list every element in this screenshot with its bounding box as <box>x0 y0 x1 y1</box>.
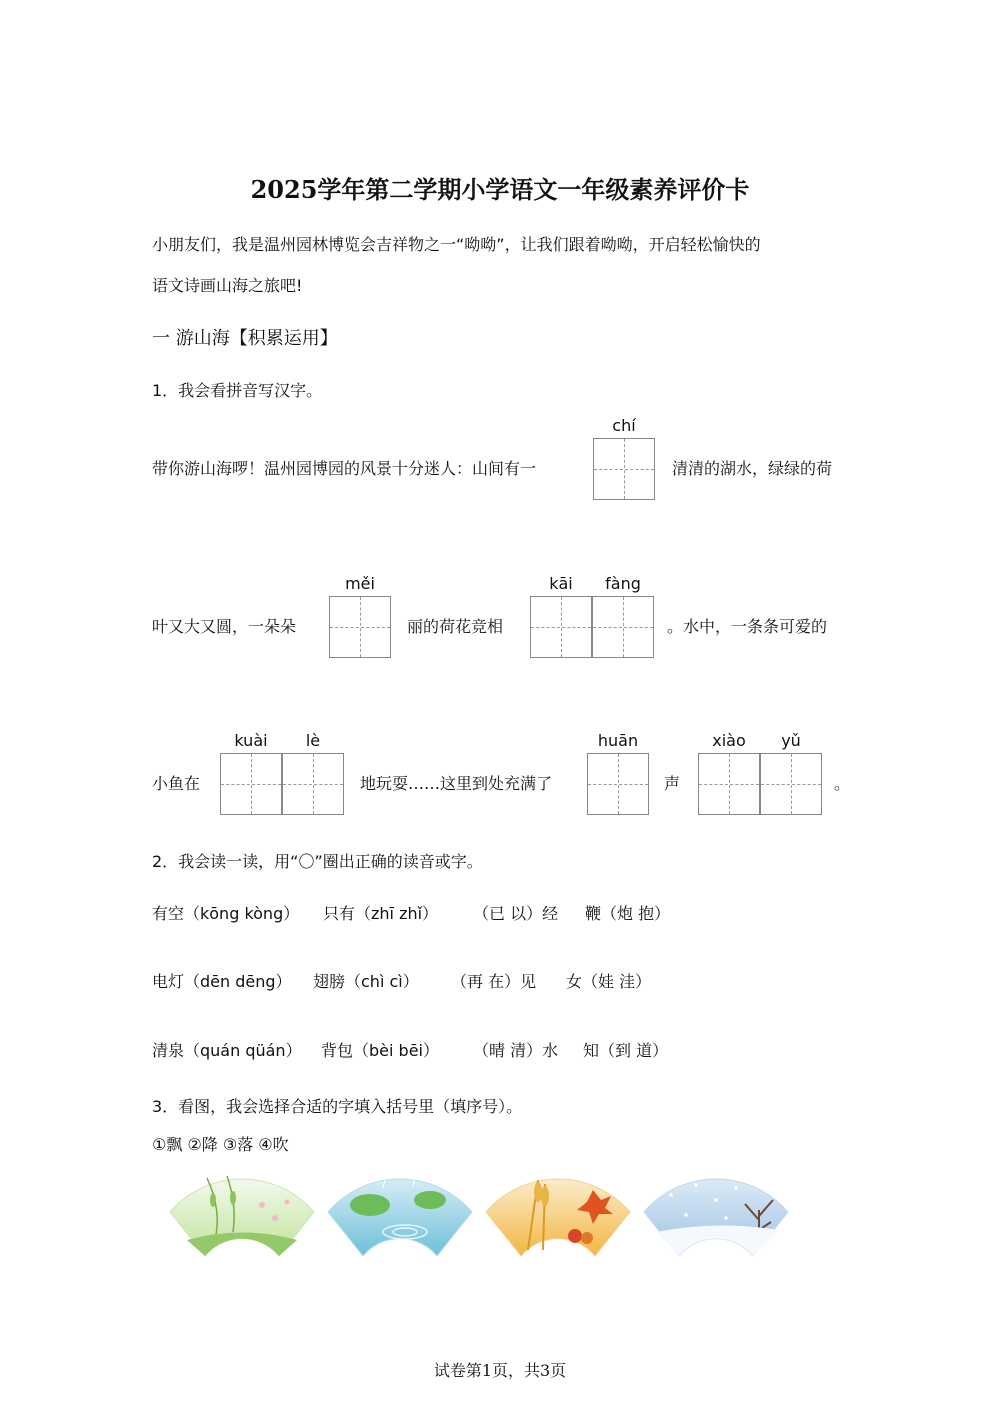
section-heading: 一 游山海【积累运用】 <box>152 328 338 349</box>
q1-row3-text-c: 声 <box>664 774 681 793</box>
q2-item[interactable]: 女（娃 洼） <box>566 972 652 991</box>
winter-fan-image <box>641 1170 791 1258</box>
q1-row1-text-a: 带你游山海啰！温州园博园的风景十分迷人：山间有一 <box>152 459 537 478</box>
q3-options: ①飘 ②降 ③落 ④吹 <box>152 1135 289 1154</box>
tianzige-box[interactable] <box>329 596 391 658</box>
q1-row2-text-b: 丽的荷花竞相 <box>407 617 504 636</box>
intro-line-1: 小朋友们，我是温州园林博览会吉祥物之一“呦呦”，让我们跟着呦呦，开启轻松愉快的 <box>152 235 761 254</box>
q2-item[interactable]: 只有（zhī zhǐ） <box>323 904 439 923</box>
autumn-fan-image <box>483 1170 633 1258</box>
pinyin-mei: měi <box>345 574 375 593</box>
question-2-prompt: 2．我会读一读，用“〇”圈出正确的读音或字。 <box>152 852 483 871</box>
q2-item[interactable]: 背包（bèi bēi） <box>321 1041 439 1060</box>
q1-row3-text-a: 小鱼在 <box>152 774 201 793</box>
q2-item[interactable]: 有空（kōng kòng） <box>152 904 300 923</box>
q1-row2-text-c: 。水中，一条条可爱的 <box>667 617 828 636</box>
pinyin-fang: fàng <box>605 574 641 593</box>
tianzige-box[interactable] <box>587 753 649 815</box>
intro-line-2: 语文诗画山海之旅吧! <box>152 276 303 295</box>
page-title: 2025学年第二学期小学语文一年级素养评价卡 <box>250 175 750 204</box>
summer-fan-image <box>325 1170 475 1258</box>
question-3-prompt: 3．看图，我会选择合适的字填入括号里（填序号）。 <box>152 1097 523 1116</box>
q2-item[interactable]: （晴 清）水 <box>473 1041 559 1060</box>
tianzige-box[interactable] <box>530 596 592 658</box>
q1-row3-text-d: 。 <box>834 774 851 793</box>
tianzige-box[interactable] <box>698 753 760 815</box>
tianzige-box[interactable] <box>760 753 822 815</box>
q1-row1-text-b: 清清的湖水，绿绿的荷 <box>672 459 833 478</box>
tianzige-box[interactable] <box>593 438 655 500</box>
page-footer: 试卷第1页，共3页 <box>433 1361 567 1380</box>
spring-fan-image <box>167 1170 317 1258</box>
q1-row3-text-b: 地玩耍……这里到处充满了 <box>360 774 553 793</box>
q2-item[interactable]: 翅膀（chì cì） <box>313 972 419 991</box>
pinyin-kai: kāi <box>549 574 573 593</box>
pinyin-huan: huān <box>597 731 639 750</box>
tianzige-box[interactable] <box>282 753 344 815</box>
pinyin-xiao: xiào <box>712 731 746 750</box>
pinyin-kuai: kuài <box>234 731 268 750</box>
q2-item[interactable]: 清泉（quán qüán） <box>152 1041 302 1060</box>
q2-item[interactable]: （已 以）经 <box>473 904 559 923</box>
q2-item[interactable]: 鞭（炮 抱） <box>585 904 671 923</box>
q2-item[interactable]: （再 在）见 <box>451 972 537 991</box>
tianzige-box[interactable] <box>592 596 654 658</box>
question-1-prompt: 1．我会看拼音写汉字。 <box>152 381 323 400</box>
pinyin-yu: yǔ <box>781 731 801 750</box>
tianzige-box[interactable] <box>220 753 282 815</box>
q1-row2-text-a: 叶又大又圆，一朵朵 <box>152 617 297 636</box>
q2-item[interactable]: 电灯（dēn dēng） <box>152 972 292 991</box>
q2-item[interactable]: 知（到 道） <box>583 1041 669 1060</box>
pinyin-chi: chí <box>612 416 636 435</box>
pinyin-le: lè <box>305 731 321 750</box>
